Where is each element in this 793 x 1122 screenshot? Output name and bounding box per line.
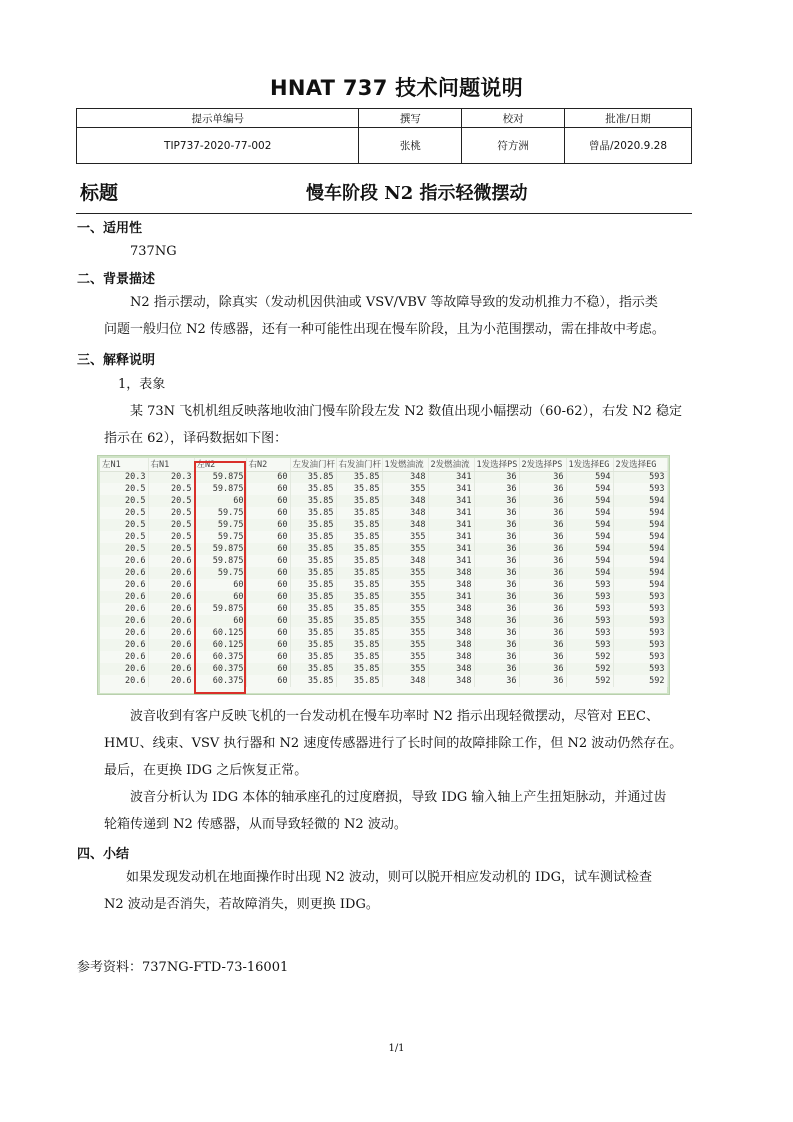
- decoded-data-cell: 594: [566, 567, 613, 579]
- decoded-data-cell: 36: [519, 663, 566, 675]
- decoded-data-cell: 35.85: [290, 603, 336, 615]
- decoded-data-cell: 36: [474, 627, 519, 639]
- decoded-data-cell: 348: [428, 663, 474, 675]
- decoded-data-cell: 20.6: [148, 675, 194, 687]
- decoded-data-cell: 60: [194, 579, 246, 591]
- decoded-data-cell: 341: [428, 543, 474, 555]
- decoded-data-cell: 20.6: [148, 579, 194, 591]
- decoded-data-cell: 20.6: [148, 627, 194, 639]
- decoded-data-cell: 35.85: [336, 627, 382, 639]
- background-line-2: 问题一般归位 N2 传感器，还有一种可能性出现在慢车阶段，且为小范围摆动，需在排故中考虑。: [104, 322, 665, 337]
- applicability-text: 737NG: [130, 244, 177, 259]
- decoded-data-cell: 36: [474, 651, 519, 663]
- decoded-data-cell: 60: [246, 615, 290, 627]
- value-author: 张桃: [359, 128, 462, 164]
- decoded-data-cell: 60: [194, 495, 246, 507]
- decoded-data-cell: 20.6: [148, 591, 194, 603]
- decoded-data-cell: 35.85: [290, 579, 336, 591]
- decoded-data-cell: 59.75: [194, 531, 246, 543]
- decoded-data-cell: 35.85: [336, 495, 382, 507]
- subject-label: 标题: [80, 182, 119, 204]
- decoded-data-cell: 36: [519, 603, 566, 615]
- header-approval-date: 批准/日期: [565, 109, 692, 128]
- decoded-data-cell: 36: [474, 519, 519, 531]
- decoded-data-cell: 355: [382, 579, 428, 591]
- decoded-data-cell: 20.5: [148, 543, 194, 555]
- decoded-data-cell: 36: [474, 495, 519, 507]
- decoded-data-screenshot: [97, 455, 670, 695]
- decoded-data-cell: 594: [566, 471, 613, 483]
- decoded-data-cell: 35.85: [336, 543, 382, 555]
- decoded-header-cell: 1发选择EG: [566, 458, 613, 471]
- decoded-data-cell: 20.6: [148, 555, 194, 567]
- explanation-item-symptom: 1，表象: [118, 377, 166, 392]
- decoded-data-cell: 20.6: [100, 639, 148, 651]
- decoded-data-table: [100, 458, 668, 687]
- decoded-data-cell: 59.75: [194, 507, 246, 519]
- decoded-data-cell: 35.85: [290, 591, 336, 603]
- decoded-data-cell: 592: [566, 675, 613, 687]
- decoded-data-cell: 20.5: [100, 531, 148, 543]
- decoded-data-cell: 35.85: [290, 531, 336, 543]
- decoded-data-cell: 20.5: [148, 507, 194, 519]
- decoded-data-row: [100, 483, 667, 495]
- decoded-data-row: [100, 567, 667, 579]
- analysis-para-a-line-1: 波音收到有客户反映飞机的一台发动机在慢车功率时 N2 指示出现轻微摆动，尽管对 EEC、: [130, 709, 659, 724]
- decoded-data-cell: 348: [428, 627, 474, 639]
- decoded-data-cell: 348: [428, 579, 474, 591]
- decoded-data-cell: 594: [613, 519, 667, 531]
- decoded-data-cell: 594: [566, 483, 613, 495]
- decoded-data-cell: 593: [566, 603, 613, 615]
- decoded-data-cell: 60: [246, 579, 290, 591]
- decoded-data-cell: 348: [428, 675, 474, 687]
- decoded-data-cell: 36: [474, 663, 519, 675]
- decoded-header-cell: 左发油门杆: [290, 458, 336, 471]
- decoded-data-cell: 20.5: [100, 495, 148, 507]
- decoded-data-cell: 60: [246, 675, 290, 687]
- case-line-2: 指示在 62），译码数据如下图：: [104, 431, 288, 446]
- decoded-data-row: [100, 543, 667, 555]
- decoded-data-cell: 36: [474, 675, 519, 687]
- decoded-data-cell: 35.85: [290, 615, 336, 627]
- decoded-data-cell: 60: [246, 507, 290, 519]
- decoded-data-row: [100, 579, 667, 591]
- decoded-data-row: [100, 615, 667, 627]
- decoded-data-cell: 20.6: [100, 663, 148, 675]
- decoded-data-cell: 35.85: [336, 675, 382, 687]
- decoded-data-cell: 341: [428, 555, 474, 567]
- decoded-data-cell: 20.5: [148, 495, 194, 507]
- decoded-header-cell: 2发选择PS: [519, 458, 566, 471]
- decoded-data-cell: 36: [519, 579, 566, 591]
- decoded-data-cell: 60: [246, 471, 290, 483]
- decoded-data-cell: 594: [613, 543, 667, 555]
- decoded-data-cell: 20.6: [148, 603, 194, 615]
- decoded-data-cell: 35.85: [290, 663, 336, 675]
- decoded-data-cell: 60: [246, 639, 290, 651]
- decoded-data-cell: 60.375: [194, 651, 246, 663]
- decoded-data-cell: 60.375: [194, 675, 246, 687]
- decoded-data-cell: 36: [519, 639, 566, 651]
- decoded-data-cell: 59.875: [194, 555, 246, 567]
- decoded-data-row: [100, 495, 667, 507]
- decoded-data-cell: 20.5: [148, 519, 194, 531]
- decoded-header-cell: 右N2: [246, 458, 290, 471]
- decoded-header-row: [100, 458, 667, 471]
- decoded-data-row: [100, 507, 667, 519]
- decoded-data-row: [100, 531, 667, 543]
- decoded-data-cell: 20.5: [100, 483, 148, 495]
- decoded-data-cell: 20.6: [100, 591, 148, 603]
- document-info-table: [76, 108, 692, 164]
- decoded-data-cell: 593: [613, 591, 667, 603]
- decoded-data-cell: 36: [519, 567, 566, 579]
- decoded-data-cell: 36: [474, 483, 519, 495]
- decoded-data-cell: 355: [382, 483, 428, 495]
- decoded-data-cell: 592: [566, 663, 613, 675]
- header-reviewer: 校对: [462, 109, 565, 128]
- decoded-data-cell: 59.875: [194, 471, 246, 483]
- decoded-data-cell: 355: [382, 531, 428, 543]
- decoded-data-cell: 35.85: [336, 639, 382, 651]
- decoded-data-cell: 593: [566, 615, 613, 627]
- decoded-data-cell: 59.875: [194, 603, 246, 615]
- decoded-data-cell: 59.75: [194, 519, 246, 531]
- decoded-data-cell: 20.6: [100, 615, 148, 627]
- decoded-data-row: [100, 519, 667, 531]
- decoded-data-cell: 35.85: [336, 507, 382, 519]
- decoded-data-cell: 20.3: [148, 471, 194, 483]
- decoded-data-cell: 35.85: [290, 495, 336, 507]
- decoded-data-cell: 60: [246, 543, 290, 555]
- decoded-data-row: [100, 627, 667, 639]
- decoded-data-cell: 594: [613, 507, 667, 519]
- decoded-data-cell: 35.85: [290, 507, 336, 519]
- decoded-data-cell: 348: [382, 507, 428, 519]
- decoded-data-cell: 20.6: [100, 651, 148, 663]
- decoded-data-row: [100, 591, 667, 603]
- value-approval-date: 曾晶/2020.9.28: [565, 128, 692, 164]
- decoded-data-cell: 35.85: [290, 471, 336, 483]
- decoded-data-cell: 355: [382, 663, 428, 675]
- decoded-data-cell: 594: [613, 531, 667, 543]
- decoded-data-cell: 36: [474, 639, 519, 651]
- decoded-data-cell: 594: [566, 555, 613, 567]
- decoded-data-cell: 348: [428, 603, 474, 615]
- decoded-data-cell: 341: [428, 591, 474, 603]
- decoded-data-row: [100, 471, 667, 483]
- decoded-data-cell: 36: [519, 507, 566, 519]
- decoded-data-cell: 36: [474, 579, 519, 591]
- decoded-header-cell: 右发油门杆: [336, 458, 382, 471]
- decoded-data-cell: 341: [428, 531, 474, 543]
- decoded-data-cell: 59.75: [194, 567, 246, 579]
- decoded-data-cell: 36: [519, 543, 566, 555]
- decoded-data-cell: 36: [474, 615, 519, 627]
- reference-note: 参考资料：737NG-FTD-73-16001: [77, 960, 289, 975]
- decoded-data-cell: 35.85: [336, 471, 382, 483]
- decoded-data-cell: 35.85: [290, 555, 336, 567]
- decoded-data-cell: 593: [613, 663, 667, 675]
- decoded-data-cell: 35.85: [336, 603, 382, 615]
- decoded-data-row: [100, 675, 667, 687]
- decoded-data-cell: 355: [382, 603, 428, 615]
- decoded-data-cell: 348: [382, 495, 428, 507]
- decoded-data-cell: 355: [382, 567, 428, 579]
- decoded-data-row: [100, 603, 667, 615]
- decoded-data-cell: 593: [566, 579, 613, 591]
- decoded-data-cell: 20.6: [100, 675, 148, 687]
- analysis-para-a-line-3: 最后，在更换 IDG 之后恢复正常。: [104, 763, 308, 778]
- decoded-data-cell: 341: [428, 471, 474, 483]
- header-author: 撰写: [359, 109, 462, 128]
- decoded-data-cell: 35.85: [336, 651, 382, 663]
- decoded-data-cell: 35.85: [290, 519, 336, 531]
- decoded-data-cell: 60: [246, 627, 290, 639]
- decoded-data-cell: 35.85: [336, 519, 382, 531]
- decoded-data-cell: 355: [382, 615, 428, 627]
- decoded-data-cell: 20.6: [148, 663, 194, 675]
- decoded-data-cell: 60: [246, 591, 290, 603]
- case-line-1: 某 73N 飞机机组反映落地收油门慢车阶段左发 N2 数值出现小幅摆动（60-62），右发 N2 稳定: [130, 404, 682, 419]
- decoded-data-cell: 36: [519, 675, 566, 687]
- section-applicability-heading: 一、适用性: [77, 221, 143, 236]
- decoded-data-cell: 592: [613, 675, 667, 687]
- decoded-data-cell: 36: [519, 591, 566, 603]
- decoded-data-cell: 593: [566, 639, 613, 651]
- section-summary-heading: 四、小结: [77, 847, 130, 862]
- decoded-data-cell: 341: [428, 519, 474, 531]
- decoded-data-cell: 348: [428, 567, 474, 579]
- decoded-data-cell: 60: [246, 663, 290, 675]
- decoded-data-cell: 60: [246, 483, 290, 495]
- decoded-data-cell: 593: [613, 651, 667, 663]
- decoded-data-cell: 341: [428, 495, 474, 507]
- decoded-data-row: [100, 555, 667, 567]
- decoded-data-cell: 593: [613, 639, 667, 651]
- decoded-data-cell: 59.875: [194, 543, 246, 555]
- decoded-data-cell: 36: [519, 483, 566, 495]
- decoded-data-cell: 20.5: [148, 483, 194, 495]
- decoded-data-cell: 60.125: [194, 627, 246, 639]
- decoded-data-cell: 348: [428, 639, 474, 651]
- decoded-data-cell: 60: [246, 555, 290, 567]
- decoded-data-cell: 36: [474, 543, 519, 555]
- decoded-data-cell: 36: [519, 555, 566, 567]
- decoded-data-cell: 20.5: [148, 531, 194, 543]
- decoded-header-cell: 左N1: [100, 458, 148, 471]
- decoded-data-cell: 60: [194, 591, 246, 603]
- decoded-data-cell: 20.5: [100, 519, 148, 531]
- decoded-data-cell: 36: [474, 531, 519, 543]
- decoded-data-cell: 60.125: [194, 639, 246, 651]
- decoded-data-cell: 36: [474, 555, 519, 567]
- decoded-data-cell: 355: [382, 543, 428, 555]
- decoded-data-cell: 594: [566, 531, 613, 543]
- decoded-data-cell: 35.85: [290, 675, 336, 687]
- decoded-data-cell: 20.6: [148, 615, 194, 627]
- decoded-data-cell: 594: [613, 579, 667, 591]
- decoded-data-cell: 35.85: [290, 651, 336, 663]
- decoded-data-cell: 36: [474, 591, 519, 603]
- decoded-data-cell: 36: [474, 507, 519, 519]
- decoded-data-cell: 355: [382, 591, 428, 603]
- decoded-data-cell: 36: [519, 651, 566, 663]
- decoded-data-cell: 60: [246, 519, 290, 531]
- decoded-data-cell: 20.6: [148, 651, 194, 663]
- decoded-data-cell: 20.5: [100, 507, 148, 519]
- decoded-data-cell: 60.375: [194, 663, 246, 675]
- subject-row: [76, 178, 692, 214]
- decoded-header-cell: 右N1: [148, 458, 194, 471]
- analysis-para-b-line-2: 轮箱传递到 N2 传感器，从而导致轻微的 N2 波动。: [104, 817, 407, 832]
- decoded-data-cell: 60: [194, 615, 246, 627]
- decoded-data-cell: 36: [474, 603, 519, 615]
- decoded-data-cell: 35.85: [336, 591, 382, 603]
- decoded-data-cell: 594: [613, 495, 667, 507]
- decoded-data-cell: 60: [246, 567, 290, 579]
- decoded-data-row: [100, 639, 667, 651]
- decoded-data-cell: 348: [428, 651, 474, 663]
- decoded-header-cell: 1发选择PS: [474, 458, 519, 471]
- decoded-data-cell: 355: [382, 639, 428, 651]
- decoded-data-cell: 20.6: [100, 567, 148, 579]
- header-tip-number: 提示单编号: [77, 109, 359, 128]
- decoded-data-cell: 35.85: [290, 639, 336, 651]
- decoded-data-cell: 593: [613, 483, 667, 495]
- decoded-data-cell: 35.85: [336, 567, 382, 579]
- decoded-data-cell: 35.85: [290, 567, 336, 579]
- decoded-data-cell: 348: [382, 471, 428, 483]
- decoded-data-cell: 593: [613, 603, 667, 615]
- document-title: HNAT 737 技术问题说明: [269, 76, 524, 100]
- decoded-data-cell: 594: [566, 507, 613, 519]
- decoded-data-cell: 35.85: [290, 627, 336, 639]
- decoded-data-cell: 60: [246, 603, 290, 615]
- decoded-data-cell: 348: [382, 675, 428, 687]
- decoded-data-cell: 36: [519, 471, 566, 483]
- decoded-data-cell: 593: [613, 627, 667, 639]
- decoded-data-cell: 36: [519, 531, 566, 543]
- decoded-data-cell: 35.85: [336, 579, 382, 591]
- decoded-data-cell: 36: [474, 567, 519, 579]
- decoded-data-cell: 59.875: [194, 483, 246, 495]
- decoded-data-cell: 35.85: [336, 663, 382, 675]
- decoded-data-cell: 20.3: [100, 471, 148, 483]
- section-explanation-heading: 三、解释说明: [77, 353, 156, 368]
- decoded-data-cell: 20.6: [148, 639, 194, 651]
- background-line-1: N2 指示摆动，除真实（发动机因供油或 VSV/VBV 等故障导致的发动机推力不稳），指示类: [130, 295, 658, 310]
- decoded-data-cell: 355: [382, 651, 428, 663]
- left-n2-highlight-box: [194, 461, 246, 694]
- decoded-data-cell: 60: [246, 495, 290, 507]
- decoded-data-cell: 36: [519, 519, 566, 531]
- decoded-data-cell: 348: [382, 519, 428, 531]
- decoded-header-cell: 2发燃油流: [428, 458, 474, 471]
- decoded-data-cell: 60: [246, 531, 290, 543]
- decoded-data-cell: 20.6: [100, 555, 148, 567]
- decoded-data-cell: 593: [566, 627, 613, 639]
- subject-text: 慢车阶段 N2 指示轻微摆动: [306, 183, 528, 204]
- summary-line-1: 如果发现发动机在地面操作时出现 N2 波动，则可以脱开相应发动机的 IDG，试车测试检查: [126, 870, 652, 885]
- decoded-data-cell: 20.6: [148, 567, 194, 579]
- decoded-data-cell: 35.85: [290, 483, 336, 495]
- decoded-data-cell: 593: [613, 471, 667, 483]
- decoded-data-cell: 36: [519, 615, 566, 627]
- decoded-header-cell: 1发燃油流: [382, 458, 428, 471]
- section-background-heading: 二、背景描述: [77, 272, 156, 287]
- page-number: 1/1: [388, 1043, 405, 1054]
- analysis-para-b-line-1: 波音分析认为 IDG 本体的轴承座孔的过度磨损，导致 IDG 输入轴上产生扭矩脉动，并通过齿: [130, 790, 667, 805]
- decoded-data-cell: 35.85: [336, 483, 382, 495]
- decoded-data-cell: 35.85: [336, 555, 382, 567]
- decoded-data-cell: 35.85: [336, 615, 382, 627]
- decoded-data-cell: 594: [566, 519, 613, 531]
- decoded-header-cell: 左N2: [194, 458, 246, 471]
- decoded-data-cell: 341: [428, 483, 474, 495]
- decoded-data-cell: 35.85: [336, 531, 382, 543]
- decoded-data-cell: 20.5: [100, 543, 148, 555]
- analysis-para-a-line-2: HMU、线束、VSV 执行器和 N2 速度传感器进行了长时间的故障排除工作，但 N2 波动仍然存在。: [104, 736, 683, 751]
- decoded-data-cell: 594: [566, 543, 613, 555]
- decoded-data-cell: 60: [246, 651, 290, 663]
- value-tip-number: TIP737-2020-77-002: [77, 128, 359, 164]
- value-reviewer: 符方洲: [462, 128, 565, 164]
- decoded-data-cell: 35.85: [290, 543, 336, 555]
- decoded-data-cell: 594: [613, 567, 667, 579]
- decoded-data-cell: 36: [519, 627, 566, 639]
- decoded-data-cell: 20.6: [100, 579, 148, 591]
- decoded-data-cell: 593: [613, 615, 667, 627]
- summary-line-2: N2 波动是否消失，若故障消失，则更换 IDG。: [104, 897, 379, 912]
- decoded-data-row: [100, 663, 667, 675]
- decoded-data-cell: 355: [382, 627, 428, 639]
- decoded-data-cell: 348: [428, 615, 474, 627]
- decoded-data-cell: 594: [566, 495, 613, 507]
- decoded-data-cell: 341: [428, 507, 474, 519]
- decoded-data-row: [100, 651, 667, 663]
- decoded-data-cell: 20.6: [100, 627, 148, 639]
- decoded-data-cell: 20.6: [100, 603, 148, 615]
- decoded-data-cell: 348: [382, 555, 428, 567]
- decoded-data-cell: 592: [566, 651, 613, 663]
- decoded-data-cell: 593: [566, 591, 613, 603]
- decoded-header-cell: 2发选择EG: [613, 458, 667, 471]
- decoded-data-cell: 594: [613, 555, 667, 567]
- decoded-data-cell: 36: [519, 495, 566, 507]
- decoded-data-cell: 36: [474, 471, 519, 483]
